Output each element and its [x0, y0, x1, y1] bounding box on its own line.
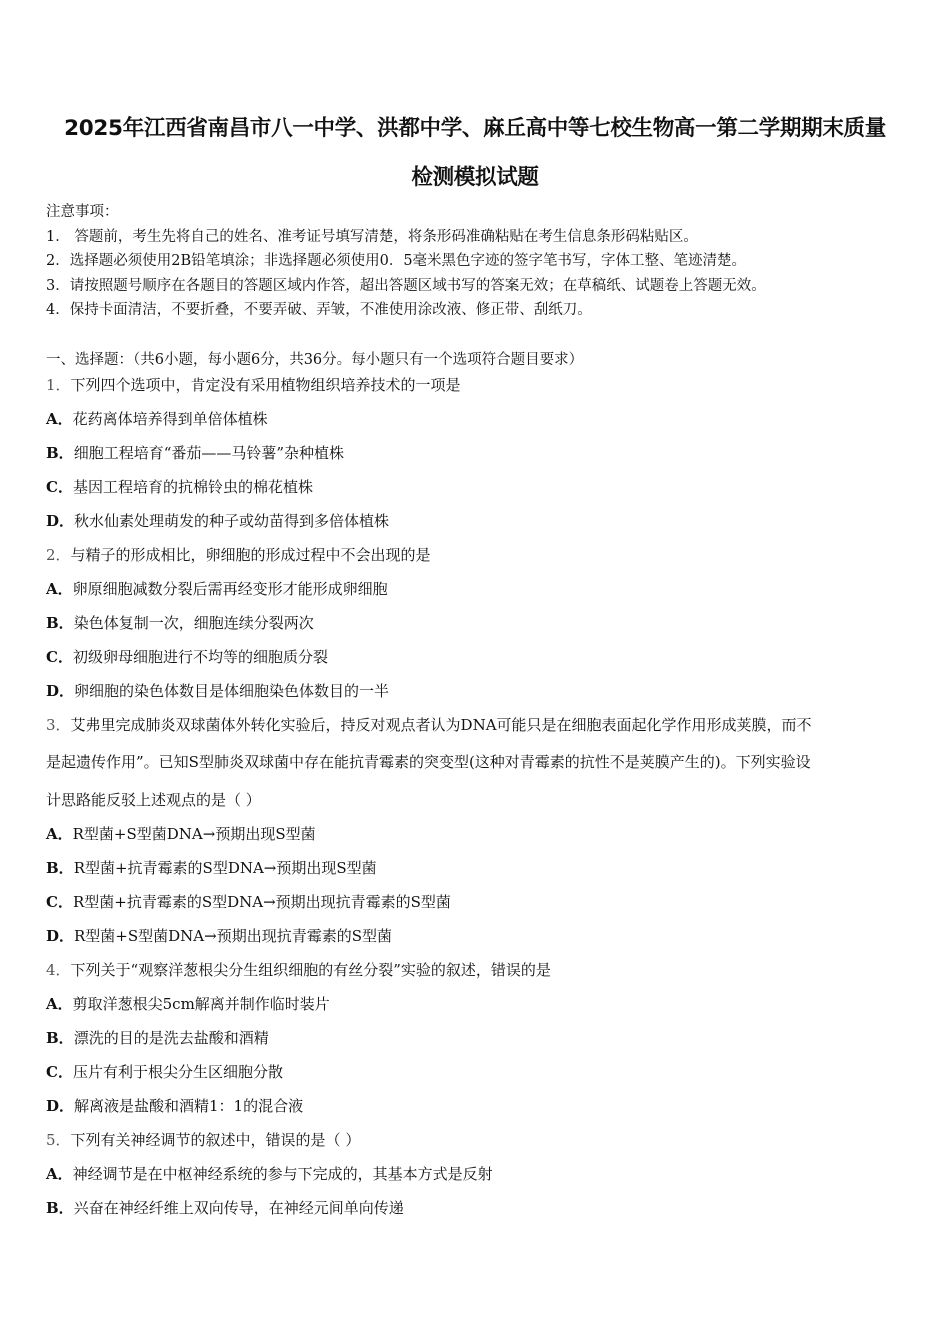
- question-2: [46, 545, 431, 565]
- option-3b: B．R型菌+抗青霉素的S型DNA→预期出现S型菌: [46, 859, 377, 877]
- option-4c: C．压片有利于根尖分生区细胞分散: [46, 1063, 283, 1081]
- option-4b: B．漂洗的目的是洗去盐酸和酒精: [46, 1029, 269, 1047]
- question-5: [46, 1130, 360, 1150]
- option-4d: D．解离液是盐酸和酒精1：1的混合液: [46, 1097, 304, 1115]
- option-5b: B．兴奋在神经纤维上双向传导，在神经元间单向传递: [46, 1199, 404, 1217]
- option-3c: C．R型菌+抗青霉素的S型DNA→预期出现抗青霉素的S型菌: [46, 893, 451, 911]
- question-3-line-3: 计思路能反驳上述观点的是（ ）: [46, 791, 261, 809]
- option-4a: A．剪取洋葱根尖5cm解离并制作临时装片: [46, 995, 330, 1013]
- question-number: 3．: [46, 716, 71, 734]
- exam-title-line-1: 2025年江西省南昌市八一中学、洪都中学、麻丘高中等七校生物高一第二学期期末质量: [64, 116, 886, 141]
- exam-title-line-2: 检测模拟试题: [411, 165, 539, 190]
- question-stem: 艾弗里完成肺炎双球菌体外转化实验后，持反对观点者认为DNA可能只是在细胞表面起化学作用形成荚膜，而不: [70, 716, 812, 734]
- option-1c: C．基因工程培育的抗棉铃虫的棉花植株: [46, 478, 313, 496]
- question-number: 2．: [46, 546, 71, 564]
- option-3d: D．R型菌+S型菌DNA→预期出现抗青霉素的S型菌: [46, 927, 392, 945]
- option-5a: A．神经调节是在中枢神经系统的参与下完成的，其基本方式是反射: [46, 1165, 493, 1183]
- notice-item-3: 3．请按照题号顺序在各题目的答题区域内作答，超出答题区域书写的答案无效；在草稿纸、试题卷上答题无效。: [46, 278, 766, 294]
- option-1b: B．细胞工程培育“番茄——马铃薯”杂种植株: [46, 444, 345, 462]
- question-number: 1．: [46, 376, 71, 394]
- notice-item-2: 2．选择题必须使用2B铅笔填涂；非选择题必须使用0．5毫米黑色字迹的签字笔书写，字体工整、笔迹清楚。: [46, 253, 747, 269]
- option-3a: A．R型菌+S型菌DNA→预期出现S型菌: [46, 825, 316, 843]
- option-2d: D．卵细胞的染色体数目是体细胞染色体数目的一半: [46, 682, 390, 700]
- question-stem: 下列关于“观察洋葱根尖分生组织细胞的有丝分裂”实验的叙述，错误的是: [70, 961, 551, 979]
- question-3-line-1: [46, 715, 812, 735]
- notice-item-4: 4．保持卡面清洁，不要折叠，不要弄破、弄皱，不准使用涂改液、修正带、刮纸刀。: [46, 302, 592, 318]
- question-stem: 与精子的形成相比，卵细胞的形成过程中不会出现的是: [70, 546, 431, 564]
- notice-heading: 注意事项：: [46, 204, 119, 220]
- section-heading: 一、选择题：（共6小题，每小题6分，共36分。每小题只有一个选项符合题目要求）: [46, 352, 584, 368]
- notice-item-1: 1． 答题前，考生先将自己的姓名、准考证号填写清楚，将条形码准确粘贴在考生信息条形码粘贴区。: [46, 229, 698, 245]
- option-1a: A．花药离体培养得到单倍体植株: [46, 410, 268, 428]
- question-stem: 下列有关神经调节的叙述中，错误的是（ ）: [70, 1131, 361, 1149]
- option-2c: C．初级卵母细胞进行不均等的细胞质分裂: [46, 648, 328, 666]
- question-number: 4．: [46, 961, 71, 979]
- question-1: [46, 375, 461, 395]
- question-4: [46, 960, 551, 980]
- option-2b: B．染色体复制一次，细胞连续分裂两次: [46, 614, 314, 632]
- option-2a: A．卵原细胞减数分裂后需再经变形才能形成卵细胞: [46, 580, 388, 598]
- option-1d: D．秋水仙素处理萌发的种子或幼苗得到多倍体植株: [46, 512, 390, 530]
- question-3-line-2: 是起遗传作用”。已知S型肺炎双球菌中存在能抗青霉素的突变型(这种对青霉素的抗性不是荚膜产生的)。下列实验设: [46, 753, 811, 771]
- question-number: 5．: [46, 1131, 71, 1149]
- question-stem: 下列四个选项中，肯定没有采用植物组织培养技术的一项是: [70, 376, 461, 394]
